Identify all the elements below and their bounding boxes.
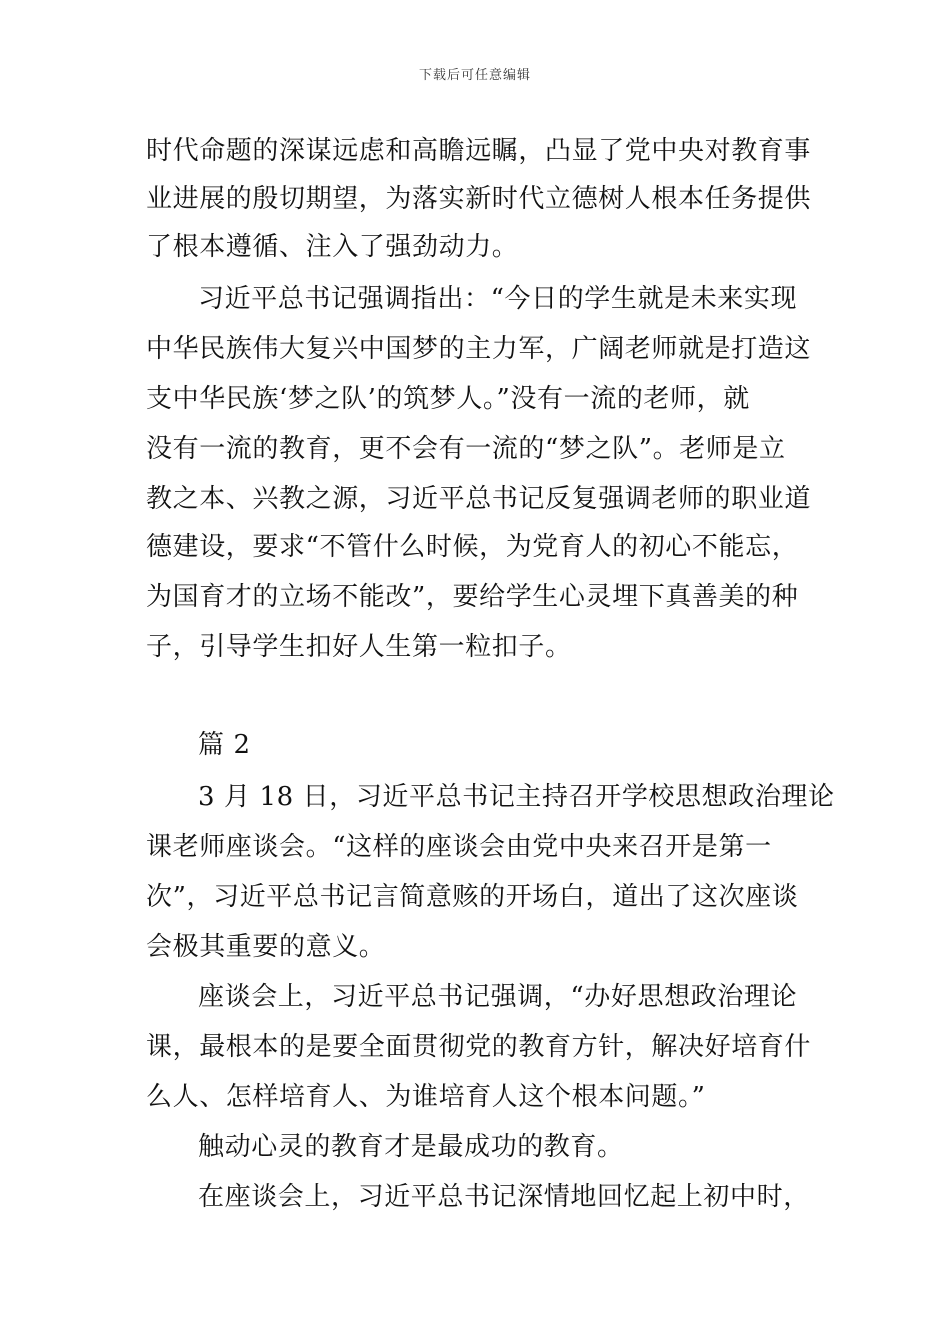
text-line: 3 月 18 日，习近平总书记主持召开学校思想政治理论 — [198, 782, 835, 812]
text-line: 在座谈会上，习近平总书记深情地回忆起上初中时， — [198, 1182, 810, 1212]
section-heading: 篇 2 — [198, 730, 251, 760]
text-line: 课，最根本的是要全面贯彻党的教育方针，解决好培育什 — [146, 1032, 812, 1062]
text-line: 课老师座谈会。“这样的座谈会由党中央来召开是第一 — [146, 832, 772, 862]
text-line: 德建设，要求“不管什么时候，为党育人的初心不能忘， — [146, 532, 799, 562]
text-line: 习近平总书记强调指出：“今日的学生就是未来实现 — [198, 284, 798, 314]
page-header: 下载后可任意编辑 — [418, 68, 531, 83]
text-line: 么人、怎样培育人、为谁培育人这个根本问题。” — [146, 1082, 706, 1112]
text-line: 触动心灵的教育才是最成功的教育。 — [198, 1132, 624, 1162]
text-line: 没有一流的教育，更不会有一流的“梦之队”。老师是立 — [146, 434, 786, 464]
text-line: 会极其重要的意义。 — [146, 932, 386, 962]
text-line: 业进展的殷切期望，为落实新时代立德树人根本任务提供 — [146, 184, 812, 214]
text-line: 子，引导学生扣好人生第一粒扣子。 — [146, 632, 572, 662]
text-line: 座谈会上，习近平总书记强调，“办好思想政治理论 — [198, 982, 798, 1012]
text-line: 支中华民族‘梦之队’的筑梦人。”没有一流的老师，就 — [146, 384, 750, 414]
text-line: 了根本遵循、注入了强劲动力。 — [146, 232, 519, 262]
text-line: 中华民族伟大复兴中国梦的主力军，广阔老师就是打造这 — [146, 334, 812, 364]
text-line: 教之本、兴教之源，习近平总书记反复强调老师的职业道 — [146, 484, 812, 514]
text-line: 时代命题的深谋远虑和高瞻远瞩，凸显了党中央对教育事 — [146, 136, 812, 166]
text-line: 为国育才的立场不能改”，要给学生心灵埋下真善美的种 — [146, 582, 799, 612]
text-line: 次”，习近平总书记言简意赅的开场白，道出了这次座谈 — [146, 882, 799, 912]
